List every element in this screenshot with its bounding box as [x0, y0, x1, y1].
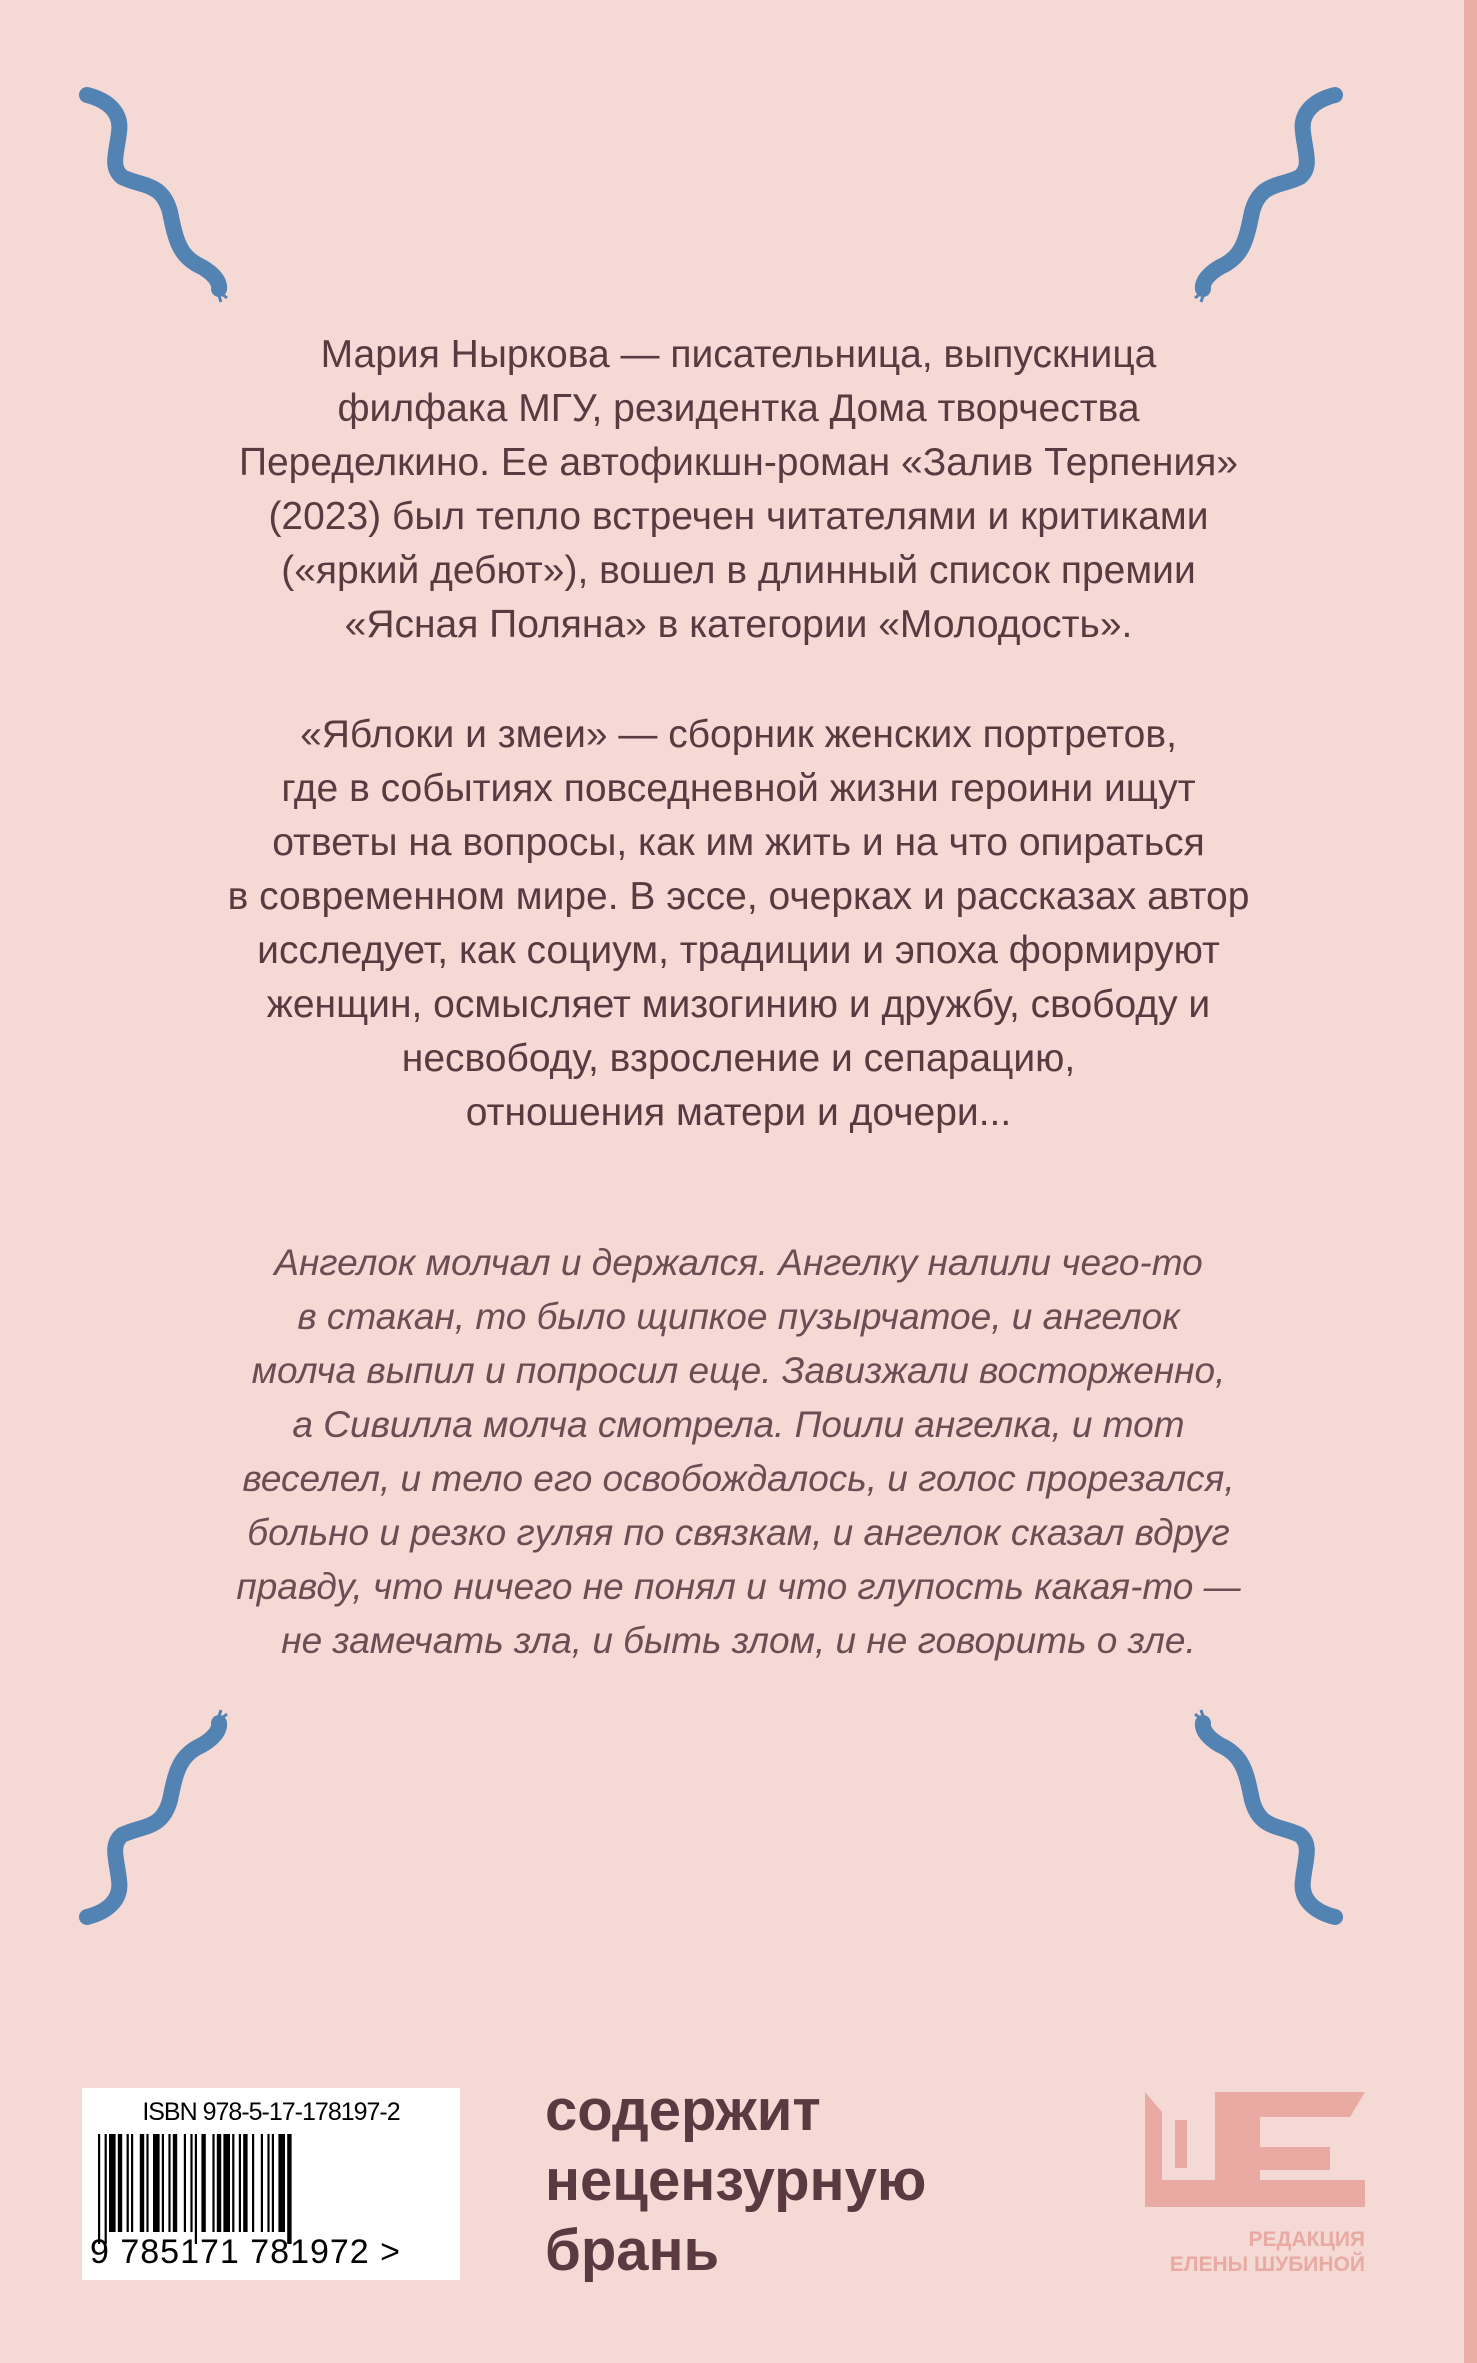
snake-icon-top-right: [1160, 62, 1360, 322]
quote-line: в стакан, то было щипкое пузырчатое, и ангелок: [297, 1296, 1180, 1337]
barcode-bar: [190, 2134, 192, 2232]
barcode-bar: [153, 2134, 160, 2232]
barcode-bar: [261, 2134, 263, 2232]
isbn-barcode: [82, 2088, 460, 2280]
barcode-bar: [287, 2134, 291, 2244]
barcode-bar: [212, 2134, 214, 2232]
publisher-logo-icon: [1140, 2092, 1365, 2212]
barcode-bar: [105, 2134, 107, 2244]
quote-line: молча выпил и попросил еще. Завизжали восторженно,: [251, 1350, 1226, 1391]
snake-icon-bottom-right: [1160, 1690, 1360, 1950]
barcode-bar: [168, 2134, 170, 2232]
publisher-name-line: РЕДАКЦИЯ: [1248, 2228, 1365, 2251]
snake-icon-top-left: [62, 62, 262, 322]
barcode-bar: [98, 2134, 100, 2244]
publisher-logo: [1140, 2092, 1365, 2277]
description-line: в современном мире. В эссе, очерках и рассказах автор: [227, 875, 1250, 918]
barcode-bar: [201, 2134, 205, 2232]
description-line: женщин, осмысляет мизогинию и дружбу, свободу и: [266, 983, 1211, 1026]
barcode-bar: [146, 2134, 148, 2232]
warning-line: брань: [545, 2218, 720, 2283]
bio-line: «Ясная Поляна» в категории «Молодость».: [344, 603, 1133, 646]
barcode-bar: [217, 2134, 221, 2232]
snake-icon-bottom-left: [62, 1690, 262, 1950]
barcode-bar: [267, 2134, 269, 2232]
barcode-bar: [109, 2134, 116, 2232]
barcode-bar: [243, 2134, 247, 2232]
barcode-bar: [131, 2134, 133, 2232]
barcode-bar: [173, 2134, 177, 2232]
description-line: ответы на вопросы, как им жить и на что опираться: [272, 821, 1205, 864]
quote-line: веселел, и тело его освобождалось, и голос прорезался,: [242, 1458, 1235, 1499]
quote-line: больно и резко гуляя по связкам, и ангелок сказал вдруг: [247, 1512, 1230, 1553]
barcode-bar: [162, 2134, 164, 2232]
description-line: отношения матери и дочери...: [465, 1091, 1012, 1134]
description-line: несвободу, взросление и сепарацию,: [401, 1037, 1076, 1080]
barcode-bar: [223, 2134, 230, 2232]
description-line: исследует, как социум, традиции и эпоха формируют: [257, 929, 1220, 972]
excerpt-quote: [0, 1236, 1477, 1668]
author-bio: [0, 328, 1477, 652]
bio-line: Мария Ныркова — писательница, выпускница: [320, 333, 1157, 376]
barcode-bar: [140, 2134, 144, 2232]
quote-line: а Сивилла молча смотрела. Поили ангелка, и тот: [292, 1404, 1185, 1445]
barcode-bar: [272, 2134, 274, 2232]
bio-line: (2023) был тепло встречен читателями и критиками: [268, 495, 1209, 538]
barcode-bar: [127, 2134, 129, 2232]
content-warning: [545, 2076, 926, 2286]
quote-line: не замечать зла, и быть злом, и не говорить о зле.: [281, 1620, 1196, 1661]
barcode-digits: 9 785171 781972 >: [90, 2233, 402, 2271]
warning-line: нецензурную: [545, 2148, 927, 2213]
warning-line: содержит: [545, 2078, 821, 2143]
description-line: где в событиях повседневной жизни героини ищут: [281, 767, 1196, 810]
publisher-name-line: ЕЛЕНЫ ШУБИНОЙ: [1169, 2253, 1365, 2276]
isbn-text: ISBN 978-5-17-178197-2: [142, 2098, 400, 2126]
barcode-bar: [184, 2134, 186, 2232]
bio-line: Переделкино. Ее автофикшн-роман «Залив Терпения»: [238, 441, 1239, 484]
barcode-bar: [239, 2134, 241, 2232]
barcode-bars: [98, 2134, 398, 2244]
barcode-bar: [252, 2134, 254, 2232]
quote-line: правду, что ничего не понял и что глупость какая-то —: [236, 1566, 1241, 1607]
quote-line: Ангелок молчал и держался. Ангелку налили чего-то: [274, 1242, 1203, 1283]
bio-line: филфака МГУ, резидентка Дома творчества: [337, 387, 1140, 430]
book-description: [0, 708, 1477, 1140]
description-line: «Яблоки и змеи» — сборник женских портретов,: [300, 713, 1177, 756]
barcode-bar: [232, 2134, 234, 2232]
barcode-bar: [195, 2134, 197, 2244]
bio-line: («яркий дебют»), вошел в длинный список премии: [281, 549, 1196, 592]
barcode-bar: [278, 2134, 285, 2232]
barcode-bar: [118, 2134, 122, 2232]
